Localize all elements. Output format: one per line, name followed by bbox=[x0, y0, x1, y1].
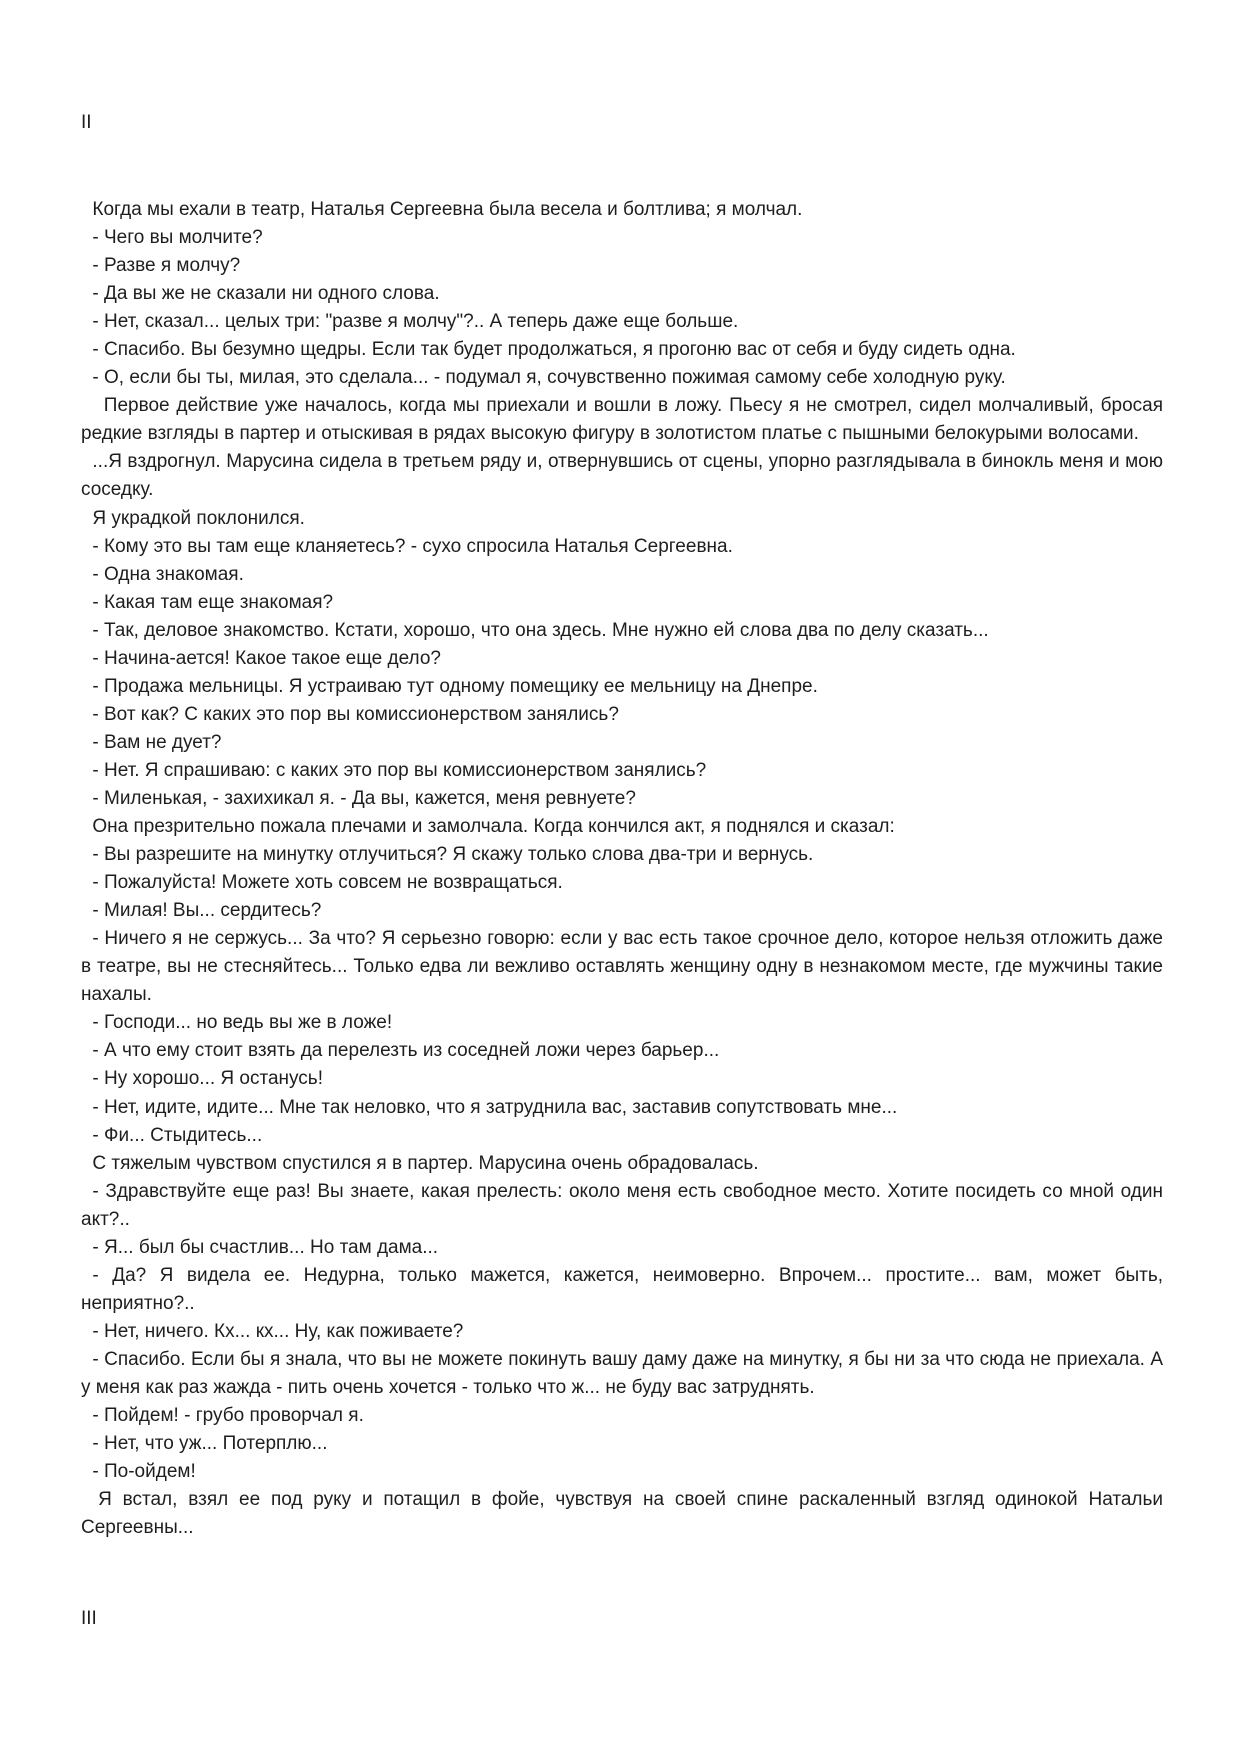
text-line: Я украдкой поклонился. bbox=[92, 507, 305, 529]
section-number-bottom: III bbox=[81, 1608, 97, 1629]
text-line: - Миленькая, - захихикал я. - Да вы, кажется, меня ревнуете? bbox=[92, 787, 636, 809]
text-line: - Какая там еще знакомая? bbox=[92, 591, 334, 613]
text-line: - Нет, идите, идите... Мне так неловко, что я затруднила вас, заставив сопутствовать мне... bbox=[92, 1096, 898, 1118]
paragraph: - Спасибо. Если бы я знала, что вы не можете покинуть вашу даму даже на минутку, я бы ни за что сюда не приехала. А у меня как раз жажда - пить очень хочется - только что ж... не буду вас затруднять. bbox=[81, 1348, 1163, 1398]
paragraph: Я встал, взял ее под руку и потащил в фойе, чувствуя на своей спине раскаленный взгляд одинокой Натальи Сергеевны... bbox=[81, 1489, 1163, 1539]
story-text bbox=[81, 196, 1163, 1542]
text-line: - Разве я молчу? bbox=[92, 255, 241, 277]
text-line: - По-ойдем! bbox=[92, 1461, 196, 1483]
text-line: - Спасибо. Вы безумно щедры. Если так будет продолжаться, я прогоню вас от себя и буду сидеть одна. bbox=[92, 339, 1016, 361]
text-line: - Начина-ается! Какое такое еще дело? bbox=[92, 647, 441, 669]
text-line: - Пойдем! - грубо проворчал я. bbox=[92, 1405, 364, 1427]
text-line: - Вот как? С каких это пор вы комиссионерством занялись? bbox=[92, 703, 619, 725]
text-line: Когда мы ехали в театр, Наталья Сергеевна была весела и болтлива; я молчал. bbox=[92, 199, 803, 220]
text-line: - Вы разрешите на минутку отлучиться? Я скажу только слова два-три и вернусь. bbox=[92, 844, 814, 866]
text-line: Она презрительно пожала плечами и замолчала. Когда кончился акт, я поднялся и сказал: bbox=[92, 816, 895, 838]
text-line: - Чего вы молчите? bbox=[92, 227, 263, 249]
text-line: - Господи... но ведь вы же в ложе! bbox=[92, 1012, 393, 1034]
text-line: - Нет. Я спрашиваю: с каких это пор вы комиссионерством занялись? bbox=[92, 759, 707, 781]
text-line: - Вам не дует? bbox=[92, 731, 222, 753]
text-line: - Ну хорошо... Я останусь! bbox=[92, 1068, 323, 1090]
text-line: - Нет, сказал... целых три: "разве я молчу"?.. А теперь даже еще больше. bbox=[92, 311, 739, 333]
text-line: - Милая! Вы... сердитесь? bbox=[92, 900, 322, 922]
text-line: - Нет, что уж... Потерплю... bbox=[92, 1433, 328, 1455]
text-line: - Я... был бы счастлив... Но там дама... bbox=[92, 1236, 439, 1258]
text-line: - Нет, ничего. Кх... кх... Ну, как поживаете? bbox=[92, 1320, 464, 1342]
text-line: - О, если бы ты, милая, это сделала... - подумал я, сочувственно пожимая самому себе холодную руку. bbox=[92, 367, 1006, 389]
text-line: - Так, деловое знакомство. Кстати, хорошо, что она здесь. Мне нужно ей слова два по делу сказать... bbox=[92, 619, 989, 641]
paragraph: - Здравствуйте еще раз! Вы знаете, какая прелесть: около меня есть свободное место. Хотите посидеть со мной один акт?.. bbox=[81, 1180, 1163, 1230]
paragraph: Первое действие уже началось, когда мы приехали и вошли в ложу. Пьесу я не смотрел, сидел молчаливый, бросая редкие взгляды в партер и отыскивая в рядах высокую фигуру в золотистом платье с пышными белокурыми волосами. bbox=[81, 395, 1163, 445]
section-number-top: II bbox=[81, 112, 92, 133]
paragraph: - Ничего я не сержусь... За что? Я серьезно говорю: если у вас есть такое срочное дело, которое нельзя отложить даже в театре, вы не стесняйтесь... Только едва ли вежливо оставлять женщину одну в незнакомом месте, где мужчины такие нахалы. bbox=[81, 928, 1163, 1006]
paragraph: - Да? Я видела ее. Недурна, только мажется, кажется, неимоверно. Впрочем... простите... вам, может быть, неприятно?.. bbox=[81, 1264, 1163, 1314]
text-line: С тяжелым чувством спустился я в партер. Марусина очень обрадовалась. bbox=[92, 1152, 759, 1174]
text-line: - Фи... Стыдитесь... bbox=[92, 1124, 263, 1146]
text-line: - Пожалуйста! Можете хоть совсем не возвращаться. bbox=[92, 872, 563, 894]
text-line: - Продажа мельницы. Я устраиваю тут одному помещику ее мельницу на Днепре. bbox=[92, 675, 818, 697]
text-line: - Да вы же не сказали ни одного слова. bbox=[92, 283, 440, 305]
paragraph: ...Я вздрогнул. Марусина сидела в третьем ряду и, отвернувшись от сцены, упорно разглядывала в бинокль меня и мою соседку. bbox=[81, 451, 1163, 501]
text-line: - А что ему стоит взять да перелезть из соседней ложи через барьер... bbox=[92, 1040, 720, 1062]
text-line: - Кому это вы там еще кланяетесь? - сухо спросила Наталья Сергеевна. bbox=[92, 535, 733, 557]
text-line: - Одна знакомая. bbox=[92, 563, 244, 585]
